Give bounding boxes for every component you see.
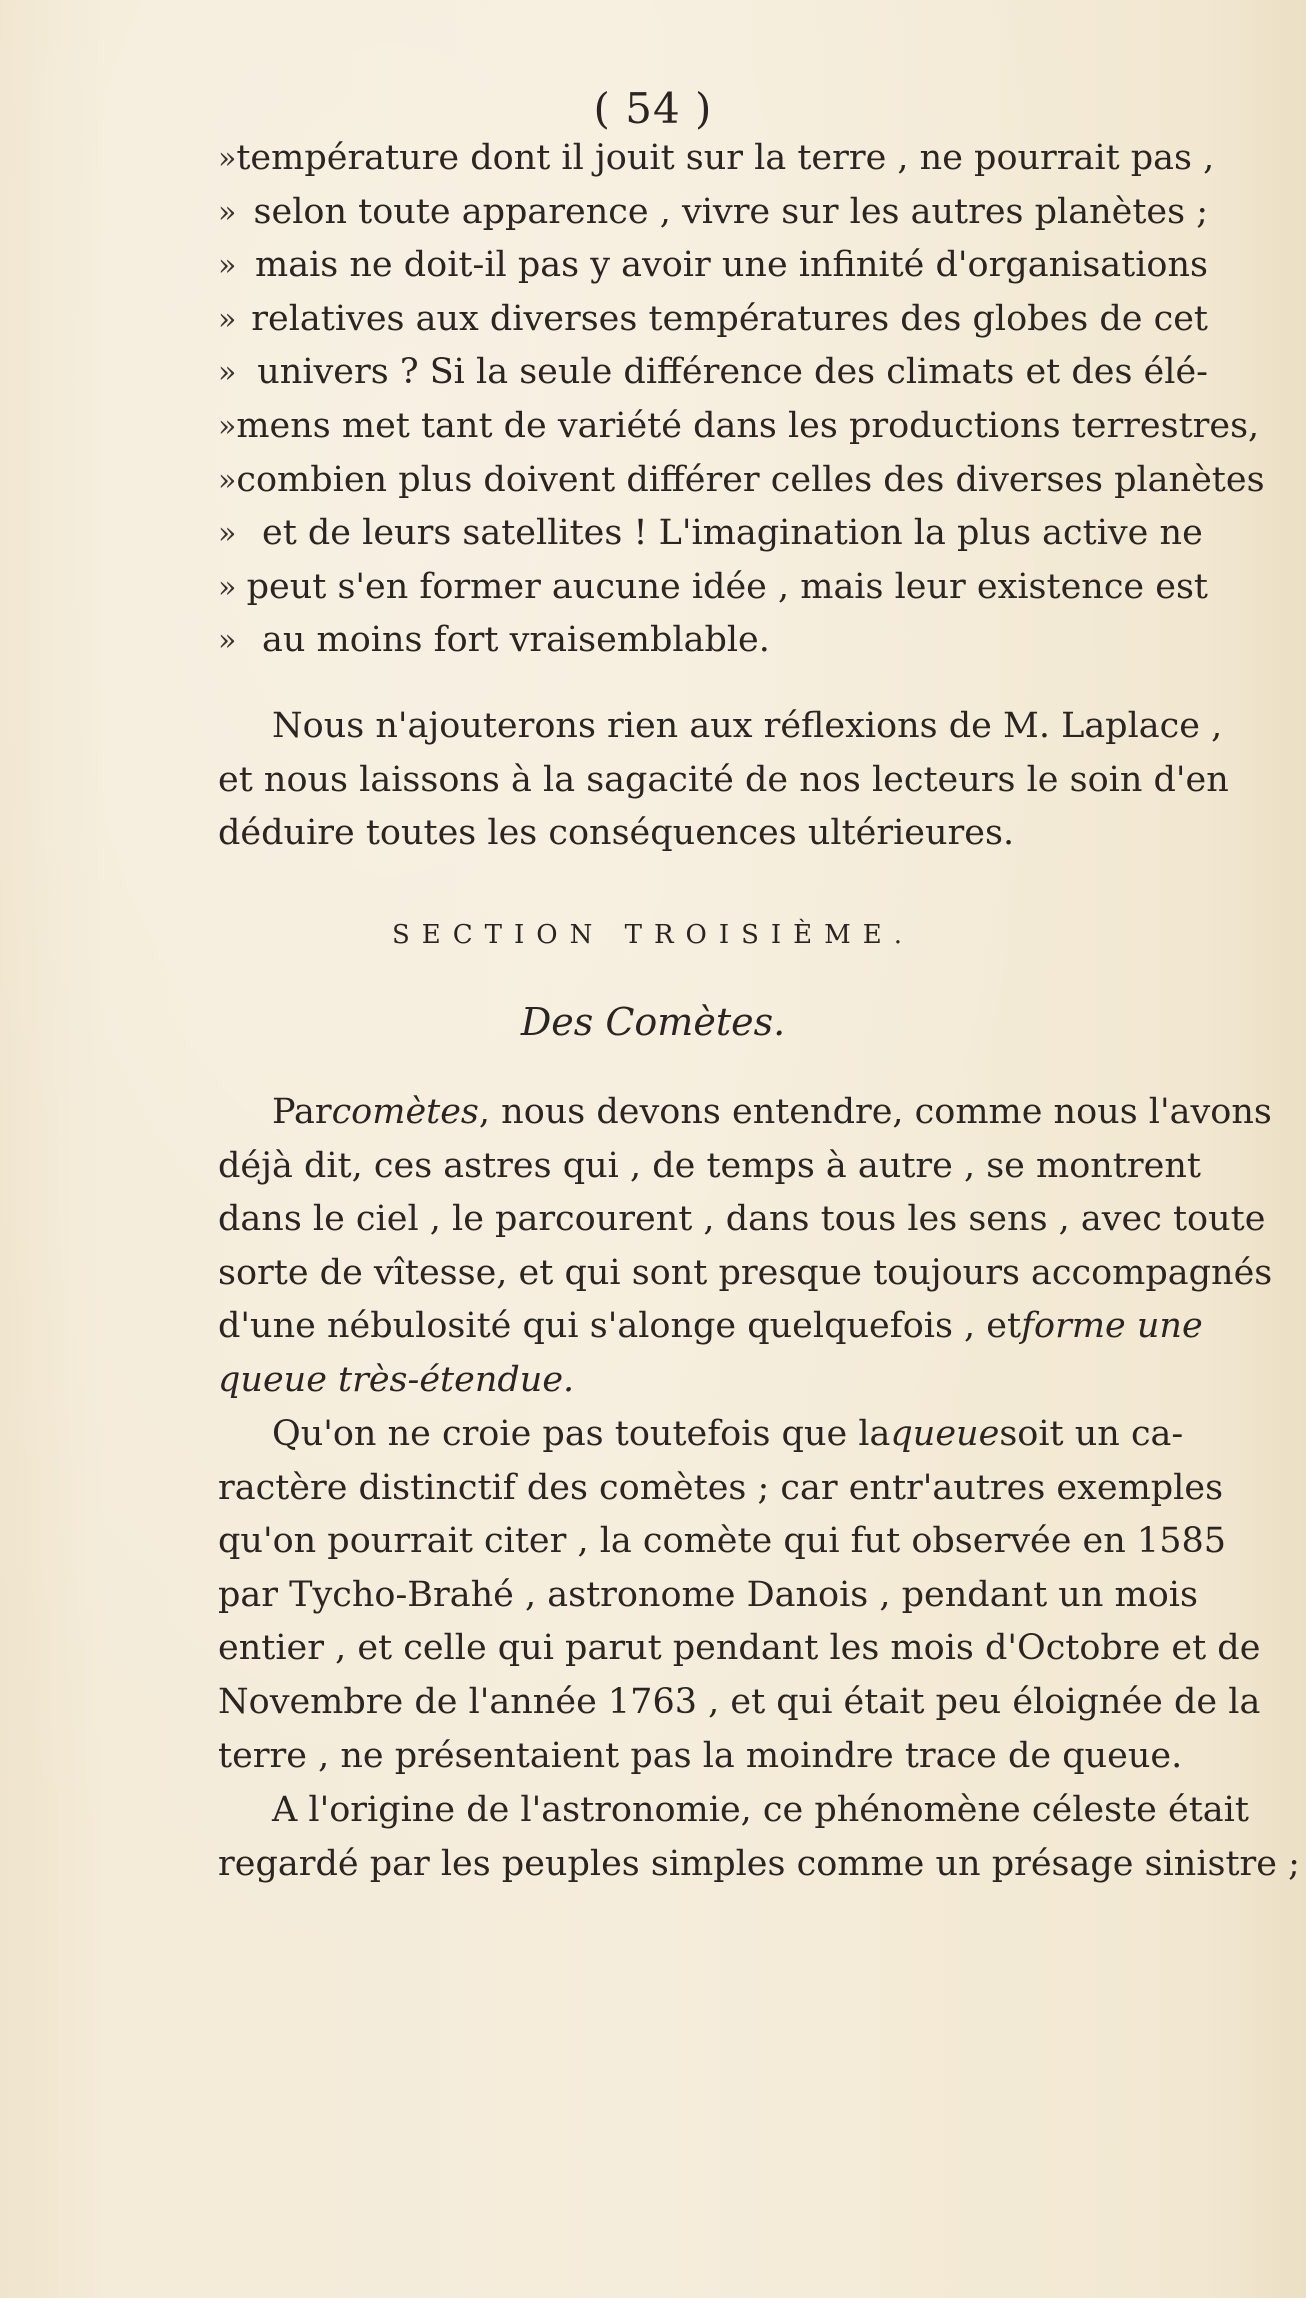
quoted-line (218, 614, 1208, 668)
quoted-line-text: température dont il jouit sur la terre , ne pourrait pas , (236, 138, 1215, 178)
quoted-line (218, 186, 1208, 240)
section-subheading: Des Comètes. (520, 1000, 786, 1044)
text-segment: d'une nébulosité qui s'alonge quelquefois , et (218, 1306, 1022, 1347)
quote-mark: » (218, 462, 237, 498)
text-segment: Qu'on ne croie pas toutefois que la (272, 1414, 891, 1454)
text-line: déjà dit, ces astres qui , de temps à autre , se montrent (218, 1145, 1201, 1186)
quoted-line-text: combien plus doivent différer celles des diverses planètes (236, 459, 1265, 500)
text-line: ractère distinctif des comètes ; car entr'autres exemples (218, 1467, 1224, 1508)
paragraph-tail (218, 1408, 1261, 1783)
quoted-line (218, 132, 1215, 186)
text-line: entier , et celle qui parut pendant les mois d'Octobre et de (218, 1628, 1261, 1669)
page-number: ( 54 ) (593, 84, 713, 133)
quoted-line-text: mens met tant de variété dans les productions terrestres, (236, 405, 1260, 446)
text-line: sorte de vîtesse, et qui sont presque toujours accompagnés (218, 1252, 1273, 1293)
text-line: terre , ne présentaient pas la moindre trace de queue. (218, 1735, 1183, 1776)
italic-term: queue (890, 1414, 1000, 1454)
quoted-line (218, 239, 1208, 293)
quoted-line-text: relatives aux diverses températures des globes de cet (251, 298, 1208, 339)
quoted-passage (218, 132, 1265, 668)
text-segment: , nous devons entendre, comme nous l'avons (478, 1092, 1272, 1132)
quote-mark: » (218, 569, 237, 605)
italic-term: comètes (331, 1092, 479, 1132)
quote-mark: » (218, 355, 237, 391)
quoted-line-text: selon toute apparence , vivre sur les autres planètes ; (253, 191, 1208, 232)
text-line: Novembre de l'année 1763 , et qui était peu éloignée de la (218, 1681, 1261, 1722)
quoted-line (218, 346, 1208, 400)
quote-mark: » (218, 301, 237, 337)
text-line: Nous n'ajouterons rien aux réflexions de M. Laplace , (272, 706, 1223, 746)
quote-mark: » (218, 248, 237, 284)
italic-term: forme une (1021, 1306, 1203, 1347)
section-heading: SECTION TROISIÈME. (391, 920, 915, 950)
quoted-line-text: et de leurs satellites ! L'imagination la plus active ne (262, 513, 1203, 554)
quoted-line-text: univers ? Si la seule différence des climats et des élé- (257, 352, 1208, 393)
paragraph-comets-definition (218, 1086, 1273, 1408)
quoted-line-text: au moins fort vraisemblable. (262, 620, 770, 661)
text-line: qu'on pourrait citer , la comète qui fut observée en 1585 (218, 1521, 1226, 1562)
quoted-line-text: peut s'en former aucune idée , mais leur existence est (246, 566, 1208, 607)
text-line (218, 1408, 1208, 1462)
quote-mark: » (218, 516, 237, 552)
quote-mark: » (218, 408, 237, 444)
quote-mark: » (218, 623, 237, 659)
quoted-line (218, 293, 1208, 347)
paragraph-origin (218, 1784, 1300, 1891)
quote-mark: » (218, 194, 237, 230)
text-line: A l'origine de l'astronomie, ce phénomène céleste était (272, 1790, 1249, 1830)
text-line: par Tycho-Brahé , astronome Danois , pendant un mois (218, 1574, 1198, 1615)
quoted-line (218, 507, 1208, 561)
paragraph-conclusion (218, 700, 1229, 861)
quoted-line (218, 561, 1208, 615)
quoted-line (218, 400, 1260, 454)
quoted-line-text: mais ne doit-il pas y avoir une infinité d'organisations (255, 245, 1208, 286)
text-line: regardé par les peuples simples comme un présage sinistre ; (218, 1843, 1300, 1884)
text-segment: Par (272, 1092, 332, 1132)
text-line: dans le ciel , le parcourent , dans tous les sens , avec toute (218, 1199, 1266, 1240)
text-line (218, 1300, 1208, 1354)
text-line: et nous laissons à la sagacité de nos lecteurs le soin d'en (218, 759, 1229, 800)
text-line: queue très-étendue. (218, 1359, 575, 1400)
quoted-line (218, 454, 1265, 508)
text-line: déduire toutes les conséquences ultérieures. (218, 813, 1015, 854)
text-line (218, 1086, 1272, 1140)
text-segment: soit un ca- (999, 1414, 1184, 1454)
quote-mark: » (218, 141, 237, 176)
